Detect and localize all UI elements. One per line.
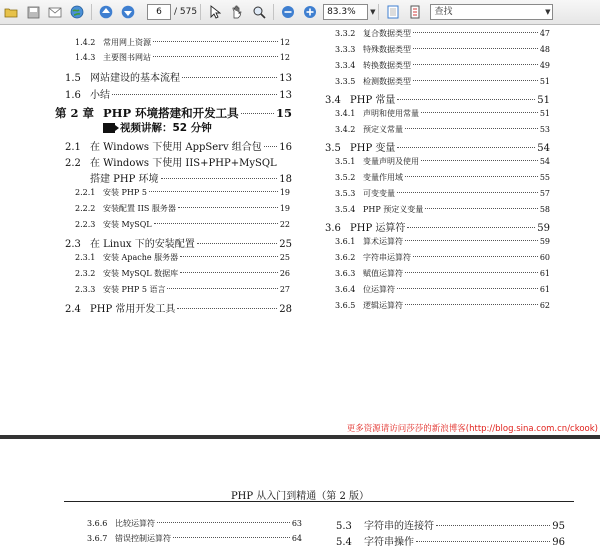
toc-entry-title: 安装 Apache 服务器 [103, 253, 179, 262]
toc-entry-title: 复合数据类型 [363, 29, 411, 38]
toc-entry [55, 105, 292, 121]
toc-entry-number: 3.3.4 [335, 61, 356, 70]
toc-entry-number: 2.2.1 [75, 188, 96, 197]
toc-entry-number: 2.2.3 [75, 220, 96, 229]
save-icon[interactable] [24, 3, 42, 21]
toc-leader-dots [173, 537, 290, 538]
toc-entry [75, 268, 290, 279]
toc-entry [335, 284, 550, 295]
toc-entry [65, 86, 292, 101]
toc-entry-title: 字符串操作 [364, 537, 414, 548]
toc-entry-title: 错误控制运算符 [115, 534, 171, 543]
toc-entry [75, 187, 290, 198]
toc-entry [75, 37, 290, 48]
toc-entry-title: PHP 常量 [350, 95, 396, 106]
toc-entry-number: 3.5.3 [335, 189, 356, 198]
toc-entry-page: 13 [279, 73, 292, 84]
toc-entry [335, 28, 550, 39]
toc-entry [335, 204, 550, 215]
zoom-tool-icon[interactable] [250, 3, 268, 21]
toc-entry [335, 172, 550, 183]
search-placeholder: 查找 [434, 7, 453, 17]
toc-entry-title: 网站建设的基本流程 [90, 73, 180, 84]
zoom-in-icon[interactable] [301, 3, 319, 21]
document-page [0, 25, 600, 435]
document-page [0, 439, 600, 546]
continuous-view-icon[interactable] [406, 3, 424, 21]
toc-entry-title: 逻辑运算符 [363, 301, 403, 310]
toc-entry-page: 16 [279, 142, 292, 153]
toc-leader-dots [167, 288, 277, 289]
zoom-out-icon[interactable] [279, 3, 297, 21]
toolbar-separator [91, 4, 92, 20]
toc-entry-number: 1.5 [65, 73, 81, 84]
toc-entry-page: 54 [539, 157, 550, 166]
toc-entry-page: 95 [552, 521, 565, 532]
toc-leader-dots [436, 525, 550, 526]
previous-page-icon[interactable] [97, 3, 115, 21]
toc-entry [335, 76, 550, 87]
toc-entry-number: 3.5.1 [335, 157, 356, 166]
toc-leader-dots [112, 94, 277, 95]
toc-entry [335, 60, 550, 71]
toc-entry-page: 59 [539, 237, 550, 246]
toc-leader-dots [397, 147, 535, 148]
page-total-label: / 575 [174, 7, 198, 17]
toc-entry-title: 安装 MySQL [103, 220, 152, 229]
toc-entry-title: 算术运算符 [363, 237, 403, 246]
toc-entry-number: 3.6.1 [335, 237, 356, 246]
toc-entry-number: 3.6.7 [87, 534, 108, 543]
email-icon[interactable] [46, 3, 64, 21]
toc-entry-title: 安装 PHP 5 语言 [103, 285, 166, 294]
toc-entry-title: 在 Windows 下使用 IIS+PHP+MySQL [90, 158, 277, 169]
toc-entry-title: PHP 环境搭建和开发工具 [103, 106, 239, 120]
toc-entry [325, 139, 550, 154]
toc-entry [87, 533, 302, 544]
toc-leader-dots [413, 32, 538, 33]
toc-entry-page: 58 [539, 205, 550, 214]
toc-leader-dots [405, 272, 538, 273]
toc-entry [336, 517, 565, 532]
pdf-toolbar [0, 0, 600, 25]
toc-entry-page: 60 [539, 253, 550, 262]
toc-entry-page: 59 [537, 223, 550, 234]
toc-leader-dots [416, 541, 550, 542]
toc-entry [75, 219, 290, 230]
toc-entry-title: 声明和使用常量 [363, 109, 419, 118]
toc-entry-number: 3.6.3 [335, 269, 356, 278]
toc-entry-number: 1.4.2 [75, 38, 96, 47]
toc-entry-title: 字符串运算符 [363, 253, 411, 262]
chevron-down-icon[interactable]: ▼ [370, 8, 376, 16]
toc-entry-page: 18 [279, 174, 292, 185]
toc-leader-dots [177, 308, 277, 309]
toc-entry-page: 51 [539, 109, 550, 118]
toc-entry-title: 常用网上资源 [103, 38, 151, 47]
toc-entry-page: 12 [279, 53, 290, 62]
watermark-text: 更多资源请访问莎莎的新浪博客(http://blog.sina.com.cn/ckook) [346, 424, 598, 434]
toc-leader-dots [154, 223, 278, 224]
toc-entry-page: 62 [539, 301, 550, 310]
toc-entry-number: 3.6.4 [335, 285, 356, 294]
toc-entry-number: 3.5.4 [335, 205, 356, 214]
toc-leader-dots [421, 160, 538, 161]
toolbar-separator [200, 4, 201, 20]
toc-entry [335, 300, 550, 311]
toc-leader-dots [425, 208, 538, 209]
toc-entry-number: 2.1 [65, 142, 81, 153]
toc-entry-title: 比较运算符 [115, 519, 155, 528]
toc-entry-page: 13 [279, 90, 292, 101]
toc-entry-number: 3.5 [325, 143, 341, 154]
toc-entry-number: 3.3.5 [335, 77, 356, 86]
toolbar-separator [378, 4, 379, 20]
toc-entry-number: 3.4 [325, 95, 341, 106]
toc-entry-page: 12 [279, 38, 290, 47]
toc-entry [65, 300, 292, 315]
hand-tool-icon[interactable] [228, 3, 246, 21]
toc-leader-dots [397, 99, 535, 100]
toc-entry-number: 3.4.1 [335, 109, 356, 118]
toc-entry-number: 第 2 章 [55, 106, 95, 120]
toc-leader-dots [180, 256, 278, 257]
toc-leader-dots [157, 522, 290, 523]
toc-entry [335, 188, 550, 199]
toc-entry [335, 156, 550, 167]
select-cursor-icon[interactable] [206, 3, 224, 21]
header-rule [64, 501, 574, 502]
toc-entry-page: 54 [537, 143, 550, 154]
toc-leader-dots [405, 176, 538, 177]
toc-entry [335, 44, 550, 55]
single-page-view-icon[interactable] [384, 3, 402, 21]
toc-entry-number: 2.3.3 [75, 285, 96, 294]
toc-entry [325, 219, 550, 234]
toc-entry-number: 2.4 [65, 304, 81, 315]
toc-entry-title: PHP 变量 [350, 143, 396, 154]
toc-entry-number: 3.6.6 [87, 519, 108, 528]
toc-entry-number: 3.5.2 [335, 173, 356, 182]
toc-entry-page: 96 [552, 537, 565, 548]
chevron-down-icon[interactable]: ▼ [545, 8, 551, 16]
toc-entry-page: 15 [275, 106, 292, 120]
toc-entry-number: 5.3 [336, 521, 352, 532]
toc-entry [335, 124, 550, 135]
toc-entry-title: 位运算符 [363, 285, 395, 294]
toc-entry-number: 2.3.1 [75, 253, 96, 262]
toc-entry-page: 64 [291, 534, 302, 543]
toc-entry-title: 安装 MySQL 数据库 [103, 269, 179, 278]
video-camera-icon [103, 123, 115, 133]
toc-entry-page: 55 [539, 173, 550, 182]
toc-entry-page: 27 [279, 285, 290, 294]
toc-entry-title: 特殊数据类型 [363, 45, 411, 54]
toc-entry-number: 3.3.3 [335, 45, 356, 54]
toc-leader-dots [397, 288, 538, 289]
toc-entry-page: 53 [539, 125, 550, 134]
toc-entry-title: 主要图书网站 [103, 53, 151, 62]
toc-entry-page: 48 [539, 45, 550, 54]
toc-leader-dots [413, 64, 538, 65]
toc-entry-title: PHP 常用开发工具 [90, 304, 176, 315]
toc-entry [87, 518, 302, 529]
toc-entry-page: 47 [539, 29, 550, 38]
video-lecture-label [103, 120, 212, 135]
toc-entry-title: 在 Windows 下使用 AppServ 组合包 [90, 142, 262, 153]
toc-entry [75, 52, 290, 63]
toc-entry [65, 235, 292, 250]
toc-leader-dots [413, 80, 538, 81]
toc-entry-title: 小结 [90, 90, 110, 101]
toc-entry [325, 91, 550, 106]
toc-entry [65, 170, 292, 185]
toc-leader-dots [413, 48, 538, 49]
toc-entry-number: 5.4 [336, 537, 352, 548]
web-globe-icon[interactable] [68, 3, 86, 21]
toc-leader-dots [180, 272, 278, 273]
toc-entry [335, 268, 550, 279]
toc-entry-page: 19 [279, 204, 290, 213]
toc-leader-dots [405, 240, 538, 241]
toc-entry-number: 1.4.3 [75, 53, 96, 62]
toc-leader-dots [421, 112, 538, 113]
toc-entry-number: 3.6.2 [335, 253, 356, 262]
toc-leader-dots [153, 41, 278, 42]
toc-leader-dots [182, 77, 277, 78]
toc-entry-number: 3.4.2 [335, 125, 356, 134]
toc-entry-number: 3.3.2 [335, 29, 356, 38]
toc-leader-dots [178, 207, 278, 208]
toc-entry-page: 25 [279, 253, 290, 262]
toc-entry-title: 变量作用域 [363, 173, 403, 182]
toc-leader-dots [407, 227, 535, 228]
zoom-level-input[interactable]: 83.3% [323, 4, 368, 20]
toc-entry-title: 检测数据类型 [363, 77, 411, 86]
toc-entry-page: 22 [279, 220, 290, 229]
toc-entry [65, 154, 277, 169]
toc-entry [65, 69, 292, 84]
toc-leader-dots [264, 146, 277, 147]
toc-entry-title: PHP 预定义变量 [363, 205, 424, 214]
toc-entry-title: 字符串的连接符 [364, 521, 434, 532]
toc-entry-page: 26 [279, 269, 290, 278]
toc-entry [75, 252, 290, 263]
toc-entry-page: 28 [279, 304, 292, 315]
toc-entry-title: 可变变量 [363, 189, 395, 198]
toc-entry-title: PHP 运算符 [350, 223, 406, 234]
toc-leader-dots [197, 243, 278, 244]
toc-entry-page: 25 [279, 239, 292, 250]
toc-entry [65, 138, 292, 153]
toc-entry-title: 变量声明及使用 [363, 157, 419, 166]
toc-entry-page: 49 [539, 61, 550, 70]
toc-leader-dots [153, 56, 278, 57]
open-folder-icon[interactable] [2, 3, 20, 21]
toolbar-separator [273, 4, 274, 20]
toc-entry-number: 3.6 [325, 223, 341, 234]
toc-leader-dots [397, 192, 538, 193]
toc-leader-dots [413, 256, 538, 257]
toc-entry-page: 61 [539, 285, 550, 294]
toc-entry-page: 61 [539, 269, 550, 278]
page-number-input[interactable]: 6 [147, 4, 171, 20]
toc-entry-title: 预定义常量 [363, 125, 403, 134]
toc-entry-title: 在 Linux 下的安装配置 [90, 239, 195, 250]
toc-entry-number: 2.3.2 [75, 269, 96, 278]
toc-entry-title: 安装配置 IIS 服务器 [103, 204, 176, 213]
toc-leader-dots [405, 304, 538, 305]
toc-entry-page: 19 [279, 188, 290, 197]
toc-entry-page: 51 [539, 77, 550, 86]
toc-entry-title: 安装 PHP 5 [103, 188, 147, 197]
toc-entry-number: 2.2.2 [75, 204, 96, 213]
search-field[interactable] [430, 4, 553, 20]
toc-entry-number: 2.2 [65, 158, 81, 169]
toc-entry-number: 3.6.5 [335, 301, 356, 310]
toc-leader-dots [241, 113, 274, 114]
toc-entry [335, 108, 550, 119]
running-header: PHP 从入门到精通（第 2 版） [230, 491, 370, 502]
toc-leader-dots [161, 178, 278, 179]
toc-entry-title: 搭建 PHP 环境 [90, 174, 159, 185]
toc-entry-title: 转换数据类型 [363, 61, 411, 70]
toc-entry [335, 252, 550, 263]
toc-entry-number: 2.3 [65, 239, 81, 250]
toc-entry-title: 赋值运算符 [363, 269, 403, 278]
toc-entry [335, 236, 550, 247]
toc-entry [75, 203, 290, 214]
toc-leader-dots [149, 191, 278, 192]
toc-entry-page: 51 [537, 95, 550, 106]
video-lecture-text: 视频讲解：52 分钟 [120, 122, 212, 134]
toc-entry-page: 57 [539, 189, 550, 198]
toc-entry-page: 63 [291, 519, 302, 528]
toc-entry-number: 1.6 [65, 90, 81, 101]
toc-leader-dots [405, 128, 538, 129]
next-page-icon[interactable] [119, 3, 137, 21]
toc-entry [75, 284, 290, 295]
